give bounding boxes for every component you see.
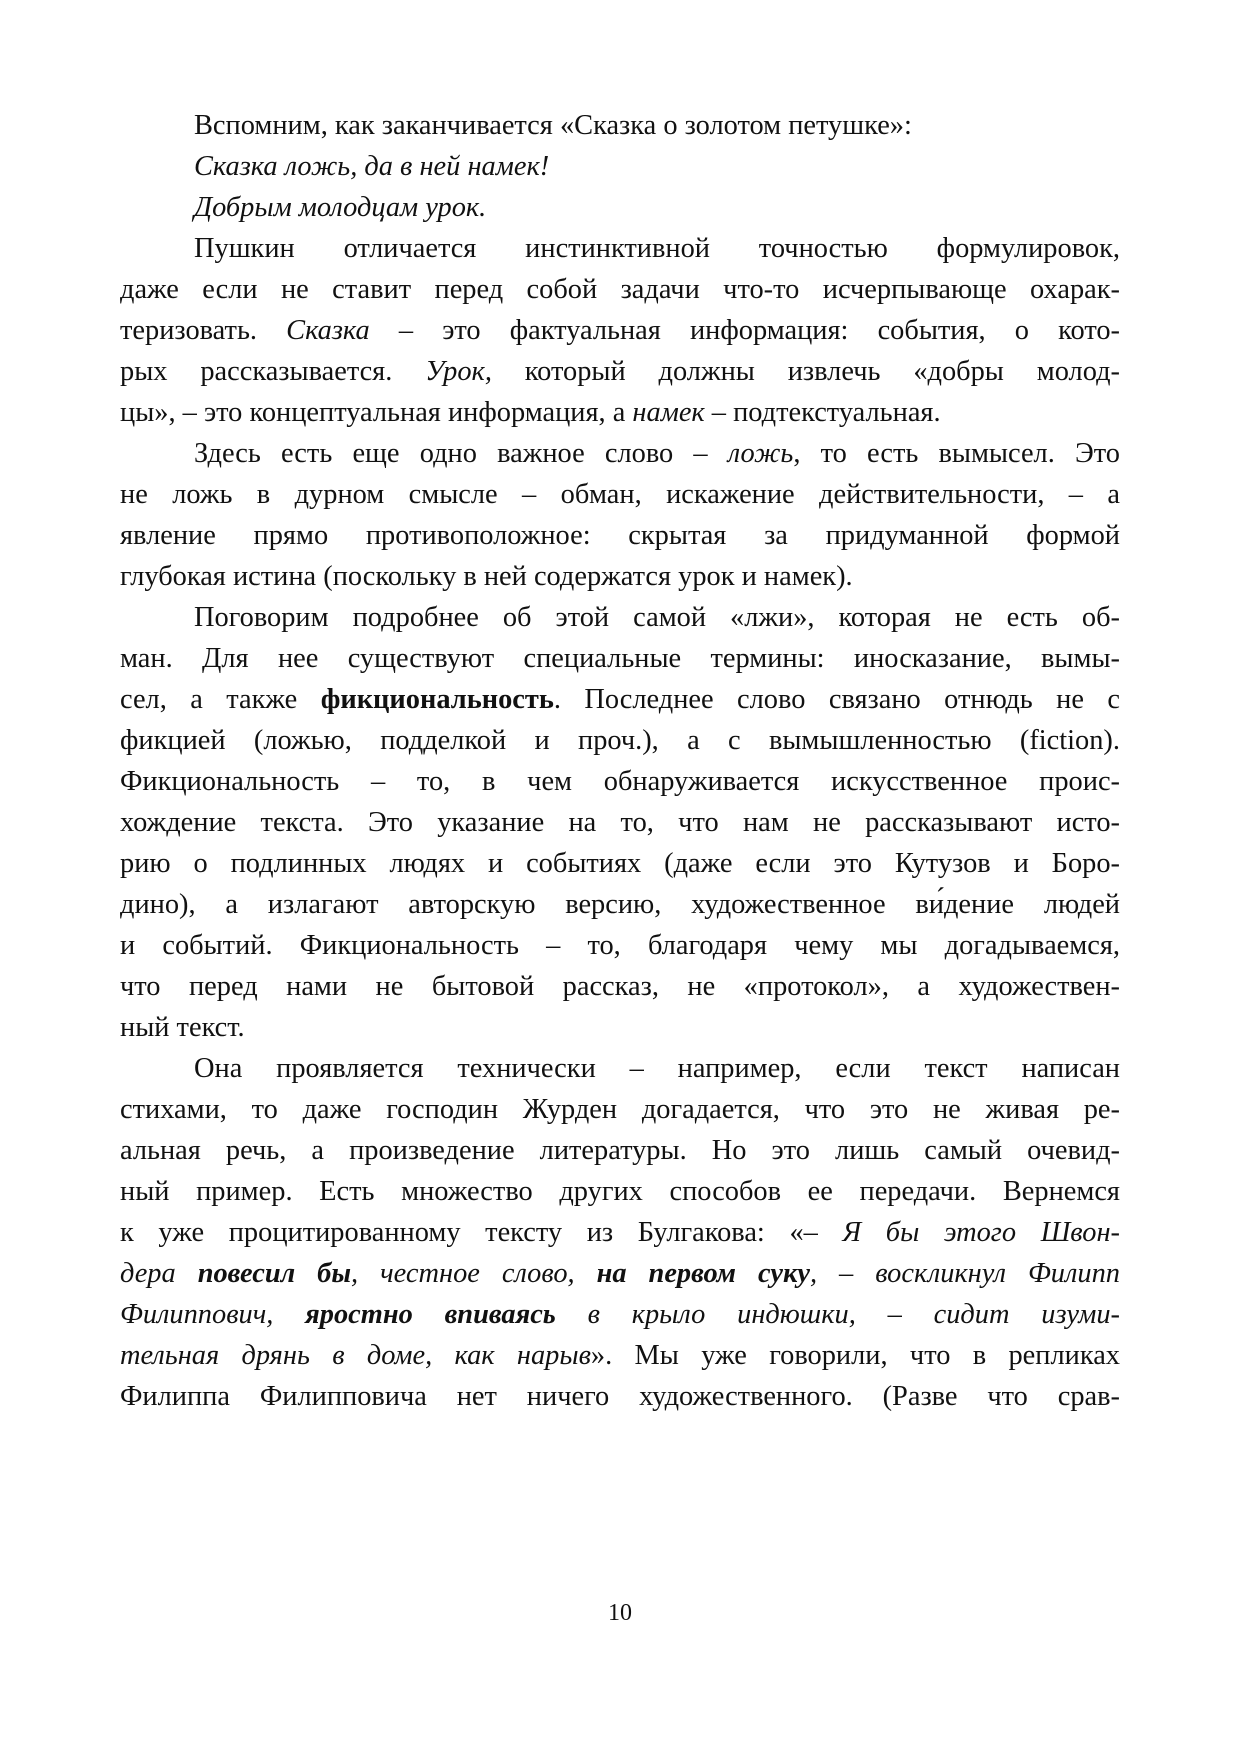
text-line: глубокая истина (поскольку в ней содержатся урок и намек). xyxy=(120,561,853,592)
text-line: Филиппа Филипповича нет ничего художественного. (Разве что срав- xyxy=(120,1381,1120,1412)
text-line: рых рассказывается. Урок, который должны извлечь «добры молод- xyxy=(120,356,1120,387)
term-fictionality: фикциональность xyxy=(320,684,554,715)
verse-line: Добрым молодцам урок. xyxy=(194,192,487,223)
text-line: и событий. Фикциональность – то, благодаря чему мы догадываемся, xyxy=(120,930,1120,961)
page-number: 10 xyxy=(608,1600,632,1626)
verse-line: Сказка ложь, да в ней намек! xyxy=(194,151,550,182)
text-line: Она проявляется технически – например, если текст написан xyxy=(194,1053,1120,1084)
text-line: фикцией (ложью, подделкой и проч.), а с вымышленностью (fiction). xyxy=(120,725,1120,756)
text-line: ный текст. xyxy=(120,1012,245,1043)
text-line: стихами, то даже господин Журден догадается, что это не живая ре- xyxy=(120,1094,1120,1125)
book-page xyxy=(120,0,1120,1754)
text-line: тельная дрянь в доме, как нарыв». Мы уже говорили, что в репликах xyxy=(120,1340,1120,1371)
text-line: что перед нами не бытовой рассказ, не «протокол», а художествен- xyxy=(120,971,1120,1002)
text-line: Филиппович, яростно впиваясь в крыло индюшки, – сидит изуми- xyxy=(120,1299,1121,1330)
text-line: Пушкин отличается инстинктивной точностью формулировок, xyxy=(194,233,1120,264)
text-line: дера повесил бы, честное слово, на первом суку, – воскликнул Филипп xyxy=(120,1258,1120,1289)
text-line: к уже процитированному тексту из Булгакова: «– Я бы этого Швон- xyxy=(120,1217,1120,1248)
text-line: ный пример. Есть множество других способов ее передачи. Вернемся xyxy=(120,1176,1120,1207)
text-line: явление прямо противоположное: скрытая за придуманной формой xyxy=(120,520,1120,551)
text-line: теризовать. Сказка – это фактуальная информация: события, о кото- xyxy=(120,315,1120,346)
text-line: Вспомним, как заканчивается «Сказка о золотом петушке»: xyxy=(194,110,912,141)
text-line: не ложь в дурном смысле – обман, искажение действительности, – а xyxy=(120,479,1120,510)
text-line: цы», – это концептуальная информация, а намек – подтекстуальная. xyxy=(120,397,941,428)
text-line: дино), а излагают авторскую версию, художественное ви́дение людей xyxy=(120,889,1120,920)
text-line: Здесь есть еще одно важное слово – ложь, то есть вымысел. Это xyxy=(194,438,1120,469)
text-line: Фикциональность – то, в чем обнаруживается искусственное проис- xyxy=(120,766,1120,797)
text-line: Поговорим подробнее об этой самой «лжи», которая не есть об- xyxy=(194,602,1120,633)
text-line: хождение текста. Это указание на то, что нам не рассказывают исто- xyxy=(120,807,1120,838)
text-line: сел, а также фикциональность. Последнее слово связано отнюдь не с xyxy=(120,684,1121,715)
text-line: ман. Для нее существуют специальные термины: иносказание, вымы- xyxy=(120,643,1120,674)
text-line: альная речь, а произведение литературы. Но это лишь самый очевид- xyxy=(120,1135,1120,1166)
text-line: рию о подлинных людях и событиях (даже если это Кутузов и Боро- xyxy=(120,848,1120,879)
text-line: даже если не ставит перед собой задачи что-то исчерпывающе охарак- xyxy=(120,274,1120,305)
